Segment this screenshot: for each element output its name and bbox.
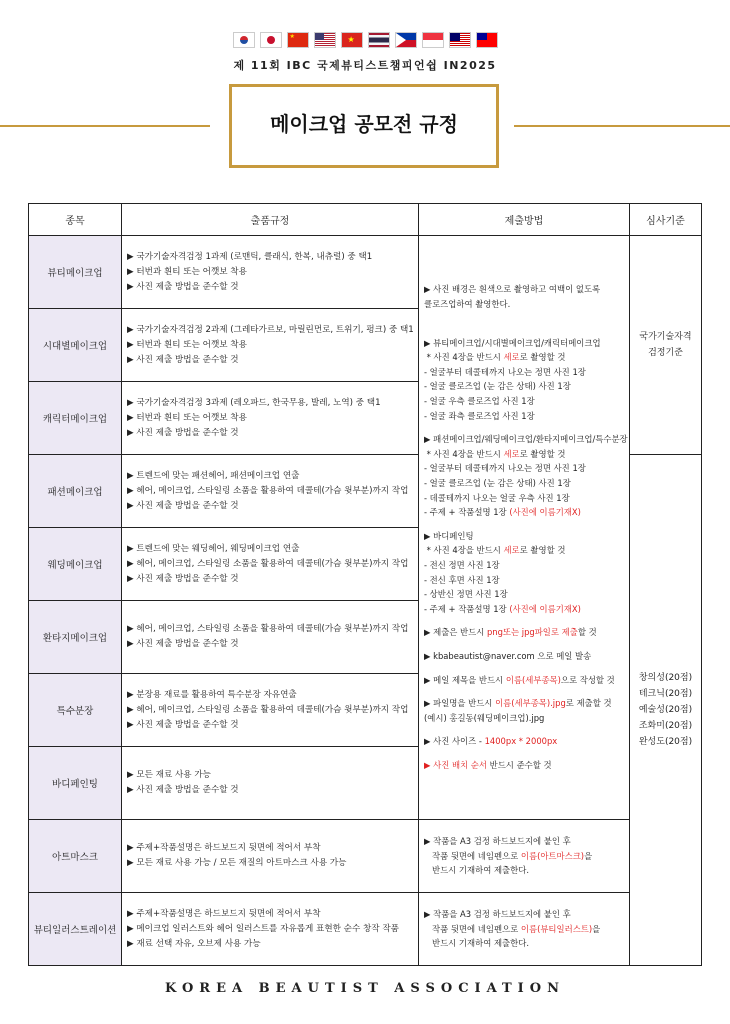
vietnam-flag-icon: ★ [341, 32, 363, 48]
table-row [29, 893, 702, 966]
category-cell: 웨딩메이크업 [29, 528, 122, 601]
rule-line: ▶ 헤어, 메이크업, 스타일링 소품을 활용하여 데콜테(가슴 윗부분)까지 작업 [127, 624, 409, 634]
rule-line: ▶ 국가기술자격검정 3과제 (레오파드, 한국무용, 발레, 노역) 중 택1 [127, 397, 381, 408]
rule-line: ▶ 트렌드에 맞는 웨딩헤어, 웨딩메이크업 연출 [127, 543, 300, 554]
rule-line: ▶ 모든 재료 사용 가능 [127, 770, 211, 780]
method-line: ▶ kbabeautist@naver.com 으로 메일 발송 [424, 650, 592, 661]
event-headline: 제 11회 IBC 국제뷰티스트챔피언쉽 IN2025 [233, 59, 497, 72]
method-line: * 사진 4장을 반드시 세로로 촬영할 것 [426, 448, 566, 459]
method-line: - 얼굴 클로즈업 (눈 감은 상태) 사진 1장 [424, 478, 571, 489]
rules-cell [122, 601, 419, 674]
singapore-flag-icon [422, 32, 444, 48]
method-line: ▶ 사진 사이즈 - 1400px * 2000px [424, 736, 558, 747]
submission-method-cell [419, 820, 630, 893]
method-line: ▶ 파일명을 반드시 이름(세부종목).jpg로 제출할 것 [424, 698, 612, 709]
usa-flag-icon [314, 32, 336, 48]
criteria-line: 조화미(20점) [638, 721, 693, 731]
method-line: ▶ 제출은 반드시 png또는 jpg파일로 제출할 것 [424, 627, 597, 638]
method-line: 반드시 기재하여 제출한다. [432, 938, 529, 949]
method-line: 작품 뒷면에 네임펜으로 이름(뷰티일러스트)을 [432, 923, 601, 934]
philippines-flag-icon [395, 32, 417, 48]
method-line: - 데콜테까지 나오는 얼굴 우측 사진 1장 [424, 492, 570, 503]
rule-line: ▶ 사진 제출 방법을 준수할 것 [127, 639, 239, 649]
rules-cell [122, 820, 419, 893]
submission-method-cell [419, 893, 630, 966]
thailand-flag-icon [368, 32, 390, 48]
method-line: ▶ 뷰티메이크업/시대별메이크업/캐릭터메이크업 [424, 337, 601, 348]
method-line: * 사진 4장을 반드시 세로로 촬영할 것 [426, 352, 566, 363]
criteria-cell [630, 455, 702, 966]
criteria-line: 창의성(20점) [638, 673, 693, 683]
method-line: * 사진 4장을 반드시 세로로 촬영할 것 [426, 545, 566, 556]
category-cell: 패션메이크업 [29, 455, 122, 528]
rule-line: ▶ 헤어, 메이크업, 스타일링 소품을 활용하여 데콜테(가슴 윗부분)까지 작업 [127, 558, 409, 569]
rule-line: ▶ 트렌드에 맞는 패션헤어, 패션메이크업 연출 [127, 470, 300, 481]
rules-cell [122, 309, 419, 382]
rule-line: ▶ 터번과 흰티 또는 어깻보 착용 [127, 266, 247, 277]
header-rules: 출품규정 [122, 204, 419, 236]
rule-line: ▶ 재료 선택 자유, 오브제 사용 가능 [127, 938, 261, 949]
rule-line: ▶ 사진 제출 방법을 준수할 것 [127, 785, 239, 795]
rules-cell [122, 382, 419, 455]
rules-cell [122, 747, 419, 820]
rule-line: ▶ 사진 제출 방법을 준수할 것 [127, 573, 239, 584]
taiwan-flag-icon [476, 32, 498, 48]
method-line: 작품 뒷면에 네임펜으로 이름(아트마스크)을 [432, 850, 593, 861]
rule-line: ▶ 국가기술자격검정 2과제 (그레타가르보, 마릴린먼로, 트위기, 펑크) 중 택1 [127, 324, 414, 335]
method-line: ▶ 사진 배치 순서 반드시 준수할 것 [424, 759, 552, 770]
method-line: 반드시 기재하여 제출한다. [432, 865, 529, 876]
method-line: - 얼굴부터 데콜테까지 나오는 정면 사진 1장 [424, 463, 586, 474]
table-header-row [29, 204, 702, 236]
method-line: 클로즈업하여 촬영한다. [424, 299, 511, 310]
method-line: ▶ 메일 제목을 반드시 이름(세부종목)으로 작성할 것 [424, 674, 615, 685]
rule-line: ▶ 헤어, 메이크업, 스타일링 소품을 활용하여 데콜테(가슴 윗부분)까지 작업 [127, 704, 409, 715]
category-cell: 캐릭터메이크업 [29, 382, 122, 455]
category-cell: 뷰티일러스트레이션 [29, 893, 122, 966]
header-method: 제출방법 [419, 204, 630, 236]
malaysia-flag-icon [449, 32, 471, 48]
rule-line: ▶ 사진 제출 방법을 준수할 것 [127, 427, 239, 438]
rule-line: ▶ 사진 제출 방법을 준수할 것 [127, 719, 239, 730]
rule-line: ▶ 터번과 흰티 또는 어깻보 착용 [127, 339, 247, 350]
china-flag-icon: ★ [287, 32, 309, 48]
criteria-line: 테크닉(20점) [638, 689, 693, 699]
method-line: ▶ 바디페인팅 [424, 530, 474, 541]
rules-cell [122, 455, 419, 528]
criteria-cell [630, 236, 702, 455]
japan-flag-icon [260, 32, 282, 48]
method-line: - 얼굴 우측 클로즈업 사진 1장 [424, 396, 535, 407]
criteria-line: 검정기준 [648, 348, 683, 358]
method-line: ▶ 사진 배경은 흰색으로 촬영하고 여백이 없도록 [424, 284, 601, 295]
korea-flag-icon [233, 32, 255, 48]
table-row [29, 820, 702, 893]
submission-method-cell [419, 236, 630, 820]
rule-line: ▶ 주제+작품설명은 하드보드지 뒷면에 적어서 부착 [127, 908, 321, 919]
category-cell: 아트마스크 [29, 820, 122, 893]
criteria-line: 완성도(20점) [638, 737, 693, 747]
criteria-line: 국가기술자격 [639, 332, 692, 342]
category-cell: 환타지메이크업 [29, 601, 122, 674]
category-cell: 특수분장 [29, 674, 122, 747]
table-row [29, 236, 702, 309]
header-category: 종목 [29, 204, 122, 236]
method-line: - 전신 후면 사진 1장 [424, 574, 500, 585]
method-line: - 얼굴부터 데콜테까지 나오는 정면 사진 1장 [424, 366, 586, 377]
rule-line: ▶ 분장용 재료를 활용하여 특수분장 자유연출 [127, 689, 297, 700]
flags-row [0, 32, 730, 48]
method-line: (예시) 홍길동(웨딩메이크업).jpg [424, 712, 545, 723]
method-line: - 주제 + 작품설명 1장 (사진에 이름기재X) [424, 603, 581, 614]
rules-cell [122, 893, 419, 966]
rule-line: ▶ 사진 제출 방법을 준수할 것 [127, 500, 239, 511]
rules-cell [122, 528, 419, 601]
rule-line: ▶ 사진 제출 방법을 준수할 것 [127, 354, 239, 365]
method-line: - 주제 + 작품설명 1장 (사진에 이름기재X) [424, 507, 581, 518]
left-gold-line [0, 125, 210, 127]
header-criteria: 심사기준 [630, 204, 702, 236]
method-line: - 전신 정면 사진 1장 [424, 559, 500, 570]
criteria-line: 예술성(20점) [638, 705, 693, 715]
rule-line: ▶ 헤어, 메이크업, 스타일링 소품을 활용하여 데콜테(가슴 윗부분)까지 작업 [127, 485, 409, 496]
category-cell: 바디페인팅 [29, 747, 122, 820]
rule-line: ▶ 메이크업 일러스트와 헤어 일러스트를 자유롭게 표현한 순수 창작 작품 [127, 923, 399, 934]
method-line: - 얼굴 클로즈업 (눈 감은 상태) 사진 1장 [424, 381, 571, 392]
rule-line: ▶ 사진 제출 방법을 준수할 것 [127, 281, 239, 292]
page-title: 메이크업 공모전 규정 [270, 112, 458, 136]
method-line: ▶ 패션메이크업/웨딩메이크업/환타지메이크업/특수분장 [424, 434, 628, 445]
rule-line: ▶ 국가기술자격검정 1과제 (로맨틱, 클래식, 한복, 내츄럴) 중 택1 [127, 251, 373, 262]
method-line: ▶ 작품을 A3 검정 하드보드지에 붙인 후 [424, 836, 571, 847]
method-line: ▶ 작품을 A3 검정 하드보드지에 붙인 후 [424, 909, 571, 920]
right-gold-line [514, 125, 730, 127]
method-line: - 상반신 정면 사진 1장 [424, 589, 508, 600]
rule-line: ▶ 터번과 흰티 또는 어깻보 착용 [127, 412, 247, 423]
rules-table [28, 203, 702, 966]
rules-cell [122, 674, 419, 747]
category-cell: 뷰티메이크업 [29, 236, 122, 309]
method-line: - 얼굴 좌측 클로즈업 사진 1장 [424, 410, 535, 421]
rule-line: ▶ 주제+작품설명은 하드보드지 뒷면에 적어서 부착 [127, 843, 321, 853]
category-cell: 시대별메이크업 [29, 309, 122, 382]
footer-association-name: KOREA BEAUTIST ASSOCIATION [165, 981, 565, 996]
rules-cell [122, 236, 419, 309]
rule-line: ▶ 모든 재료 사용 가능 / 모든 재질의 아트마스크 사용 가능 [127, 858, 347, 868]
